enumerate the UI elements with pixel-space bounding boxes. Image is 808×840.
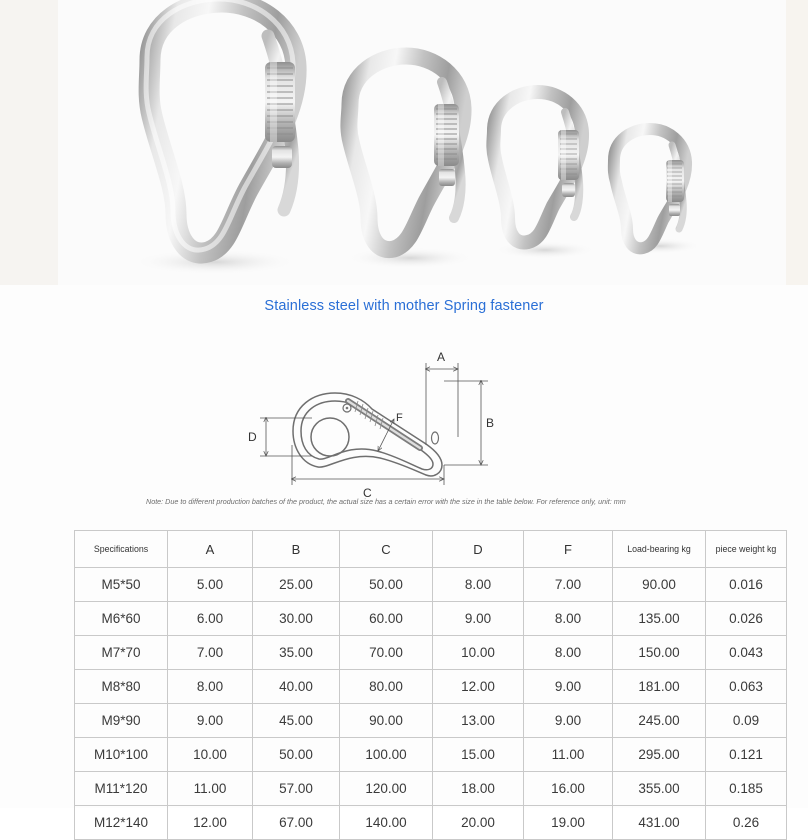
cell-load: 135.00 [613, 602, 706, 636]
specification-table [74, 530, 787, 840]
table-row [75, 670, 787, 704]
cell-c: 60.00 [340, 602, 433, 636]
cell-load: 181.00 [613, 670, 706, 704]
carabiner-photo-group [0, 0, 808, 285]
diagram-label-f: F [396, 412, 403, 424]
cell-b: 57.00 [253, 772, 340, 806]
table-row [75, 704, 787, 738]
cell-c: 100.00 [340, 738, 433, 772]
cell-load: 295.00 [613, 738, 706, 772]
cell-a: 6.00 [168, 602, 253, 636]
cell-f: 19.00 [524, 806, 613, 840]
cell-b: 35.00 [253, 636, 340, 670]
cell-b: 67.00 [253, 806, 340, 840]
table-row [75, 806, 787, 840]
table-row [75, 738, 787, 772]
cell-weight: 0.185 [706, 772, 787, 806]
cell-d: 12.00 [433, 670, 524, 704]
cell-a: 9.00 [168, 704, 253, 738]
cell-b: 50.00 [253, 738, 340, 772]
cell-a: 10.00 [168, 738, 253, 772]
cell-f: 9.00 [524, 670, 613, 704]
header-c: C [340, 531, 433, 568]
cell-b: 45.00 [253, 704, 340, 738]
cell-weight: 0.063 [706, 670, 787, 704]
header-piece-weight: piece weight kg [706, 531, 787, 568]
cell-c: 140.00 [340, 806, 433, 840]
photo-right-border [786, 0, 808, 285]
specification-table-wrap [74, 530, 777, 840]
table-row [75, 772, 787, 806]
cell-load: 431.00 [613, 806, 706, 840]
cell-load: 150.00 [613, 636, 706, 670]
cell-spec: M8*80 [75, 670, 168, 704]
cell-load: 90.00 [613, 568, 706, 602]
header-f: F [524, 531, 613, 568]
cell-f: 8.00 [524, 602, 613, 636]
header-load-bearing: Load-bearing kg [613, 531, 706, 568]
cell-spec: M6*60 [75, 602, 168, 636]
cell-d: 15.00 [433, 738, 524, 772]
cell-d: 10.00 [433, 636, 524, 670]
cell-a: 5.00 [168, 568, 253, 602]
table-header-row [75, 531, 787, 568]
cell-c: 120.00 [340, 772, 433, 806]
cell-f: 11.00 [524, 738, 613, 772]
cell-a: 8.00 [168, 670, 253, 704]
product-caption: Stainless steel with mother Spring fastener [264, 298, 544, 314]
cell-c: 50.00 [340, 568, 433, 602]
diagram-label-d: D [248, 430, 257, 444]
diagram-label-c: C [363, 486, 372, 500]
cell-f: 7.00 [524, 568, 613, 602]
cell-c: 80.00 [340, 670, 433, 704]
carabiner-xsmall [614, 129, 686, 248]
cell-weight: 0.016 [706, 568, 787, 602]
cell-weight: 0.09 [706, 704, 787, 738]
cell-b: 40.00 [253, 670, 340, 704]
product-photo [0, 0, 808, 285]
carabiner-medium [349, 56, 463, 250]
dimension-diagram-svg [230, 345, 590, 500]
table-row [75, 602, 787, 636]
cell-load: 245.00 [613, 704, 706, 738]
cell-d: 20.00 [433, 806, 524, 840]
cell-weight: 0.026 [706, 602, 787, 636]
cell-d: 13.00 [433, 704, 524, 738]
carabiner-small [493, 92, 582, 242]
cell-a: 12.00 [168, 806, 253, 840]
cell-spec: M5*50 [75, 568, 168, 602]
cell-d: 9.00 [433, 602, 524, 636]
photo-left-border [0, 0, 58, 285]
cell-weight: 0.121 [706, 738, 787, 772]
table-body [75, 568, 787, 840]
cell-spec: M12*140 [75, 806, 168, 840]
header-specifications: Specifications [75, 531, 168, 568]
diagram-label-a: A [437, 350, 446, 364]
header-a: A [168, 531, 253, 568]
dimension-diagram [230, 345, 590, 500]
table-row [75, 568, 787, 602]
diagram-label-b: B [486, 416, 495, 430]
cell-c: 70.00 [340, 636, 433, 670]
cell-spec: M7*70 [75, 636, 168, 670]
cell-f: 16.00 [524, 772, 613, 806]
cell-d: 8.00 [433, 568, 524, 602]
cell-b: 30.00 [253, 602, 340, 636]
cell-b: 25.00 [253, 568, 340, 602]
cell-f: 8.00 [524, 636, 613, 670]
table-row [75, 636, 787, 670]
cell-load: 355.00 [613, 772, 706, 806]
carabiner-large [146, 0, 296, 253]
cell-spec: M11*120 [75, 772, 168, 806]
cell-d: 18.00 [433, 772, 524, 806]
cell-a: 7.00 [168, 636, 253, 670]
cell-c: 90.00 [340, 704, 433, 738]
cell-a: 11.00 [168, 772, 253, 806]
cell-weight: 0.26 [706, 806, 787, 840]
size-tolerance-note: Note: Due to different production batches of the product, the actual size has a certain error with the size in the table below. For reference only, unit: mm [146, 497, 626, 506]
header-d: D [433, 531, 524, 568]
cell-weight: 0.043 [706, 636, 787, 670]
cell-spec: M10*100 [75, 738, 168, 772]
cell-f: 9.00 [524, 704, 613, 738]
header-b: B [253, 531, 340, 568]
cell-spec: M9*90 [75, 704, 168, 738]
